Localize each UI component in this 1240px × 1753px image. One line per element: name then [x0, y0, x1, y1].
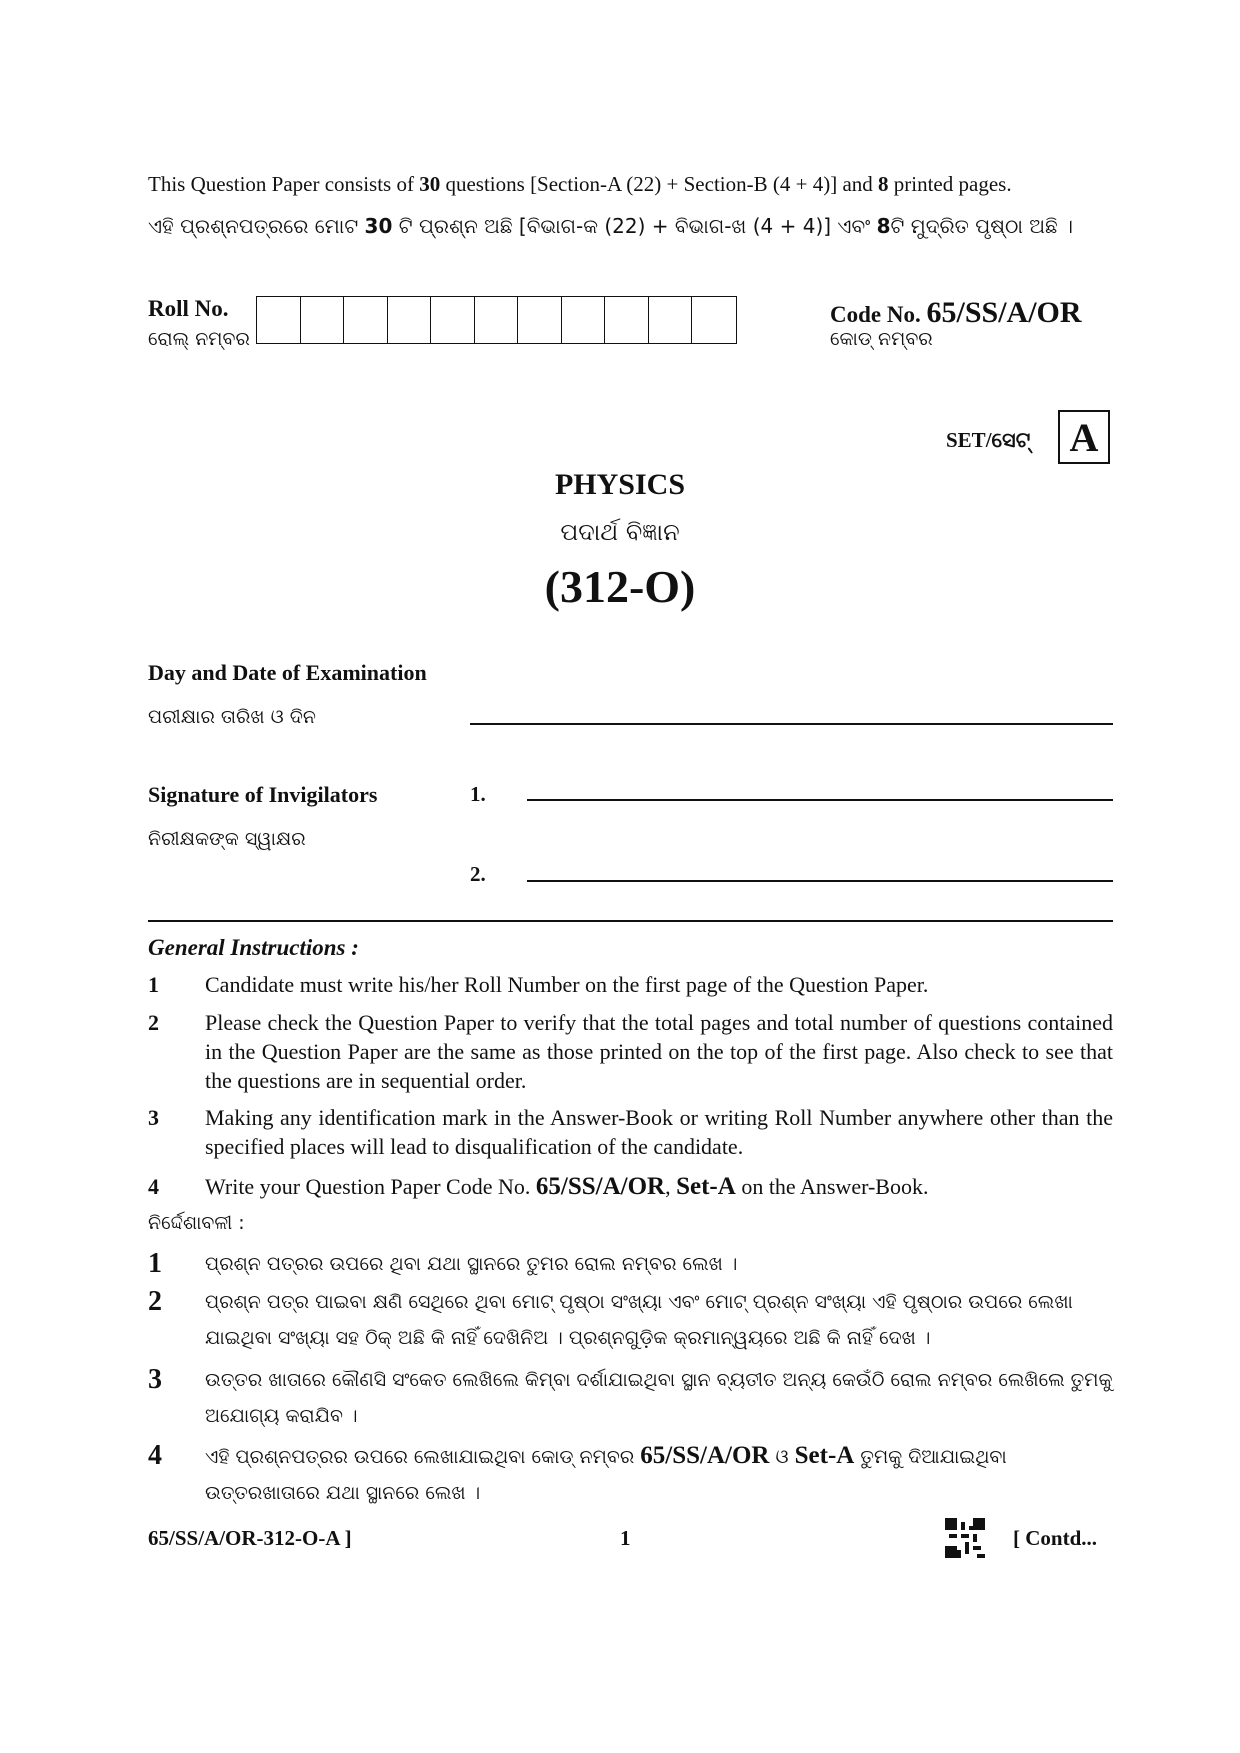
- instruction-item: 2 Please check the Question Paper to verify that the total pages and total number of questions contained in the Question Paper are the same as those printed on the top of the first page. Also check to see that the questions are in sequential order.: [148, 1010, 1113, 1093]
- page-number: 1: [620, 1526, 631, 1550]
- paper-summary-od: ଏହି ପ୍ରଶ୍ନପତ୍ରରେ ମୋଟ 30 ଟି ପ୍ରଶ୍ନ ଅଛି [ବିଭାଗ-କ (22) + ବିଭାଗ-ଖ (4 + 4)] ଏବଂ 8ଟି ମୁଦ୍ରିତ ପୃଷ୍ଠା ଅଛି ।: [148, 214, 1074, 238]
- invigilator-label-od: ନିରୀକ୍ଷକଙ୍କ ସ୍ୱାକ୍ଷର: [148, 828, 306, 850]
- instruction-item-od: 4 ଏହି ପ୍ରଶ୍ନପତ୍ରର ଉପରେ ଲେଖାଯାଇଥିବା କୋଡ୍ ନମ୍ବର 65/SS/A/OR ଓ Set-A ତୁମକୁ ଦିଆଯାଇଥିବା ଉତ୍ତରଖାତାରେ ଯଥା ସ୍ଥାନରେ ଲେଖ ।: [148, 1440, 1007, 1504]
- exam-date-label: Day and Date of Examination: [148, 660, 427, 685]
- instruction-item: 4 Write your Question Paper Code No. 65/SS/A/OR, Set-A on the Answer-Book.: [148, 1173, 929, 1200]
- roll-number-box[interactable]: [344, 297, 388, 343]
- code-label-od: କୋଡ୍ ନମ୍ବର: [830, 328, 933, 350]
- roll-number-box[interactable]: [692, 297, 736, 343]
- footer-paper-code: 65/SS/A/OR-312-O-A ]: [148, 1526, 352, 1550]
- roll-number-box[interactable]: [518, 297, 562, 343]
- section-divider: [148, 920, 1113, 922]
- paper-summary-en: This Question Paper consists of 30 questions [Section-A (22) + Section-B (4 + 4)] and 8 printed pages.: [148, 172, 1012, 196]
- instructions-heading-od: ନିର୍ଦ୍ଦେଶାବଳୀ :: [148, 1212, 245, 1234]
- instruction-item: 1 Candidate must write his/her Roll Number on the first page of the Question Paper.: [148, 972, 929, 997]
- invigilator-label: Signature of Invigilators: [148, 782, 378, 807]
- subject-title-od: ପଦାର୍ଥ ବିଜ୍ଞାନ: [560, 518, 680, 546]
- instruction-item-od: 2 ପ୍ରଶ୍ନ ପତ୍ର ପାଇବା କ୍ଷଣି ସେଥିରେ ଥିବା ମୋଟ୍ ପୃଷ୍ଠା ସଂଖ୍ୟା ଏବଂ ମୋଟ୍ ପ୍ରଶ୍ନ ସଂଖ୍ୟା ଏହି ପୃଷ୍ଠାର ଉପରେ ଲେଖା ଯାଇଥିବା ସଂଖ୍ୟା ସହ ଠିକ୍ ଅଛି କି ନାହିଁ ଦେଖିନିଅ । ପ୍ରଶ୍ନଗୁଡ଼ିକ କ୍ରମାନ୍ୱୟରେ ଅଛି କି ନାହିଁ ଦେଖ ।: [148, 1286, 1073, 1349]
- roll-number-box[interactable]: [388, 297, 432, 343]
- roll-number-box[interactable]: [562, 297, 606, 343]
- qr-code-icon: [945, 1518, 985, 1558]
- set-label: SET/ସେଟ୍: [946, 428, 1031, 452]
- footer-continued: [ Contd...: [1013, 1526, 1098, 1550]
- set-value-box: A: [1058, 410, 1110, 464]
- roll-number-box[interactable]: [257, 297, 301, 343]
- invigilator-number-1: 1.: [470, 782, 486, 806]
- roll-number-box[interactable]: [475, 297, 519, 343]
- code-label: Code No. 65/SS/A/OR: [830, 296, 1082, 329]
- roll-label: Roll No.: [148, 296, 229, 321]
- roll-label-od: ରୋଲ୍ ନମ୍ବର: [148, 328, 250, 350]
- exam-date-line[interactable]: [470, 723, 1113, 725]
- instruction-item-od: 1 ପ୍ରଶ୍ନ ପତ୍ରର ଉପରେ ଥିବା ଯଥା ସ୍ଥାନରେ ତୁମର ରୋଲ ନମ୍ବର ଲେଖ ।: [148, 1248, 738, 1279]
- invigilator-signature-line-1[interactable]: [527, 799, 1113, 801]
- instruction-item-od: 3 ଉତ୍ତର ଖାତାରେ କୌଣସି ସଂକେତ ଲେଖିଲେ କିମ୍ବା ଦର୍ଶାଯାଇଥିବା ସ୍ଥାନ ବ୍ୟତୀତ ଅନ୍ୟ କେଉଁଠି ରୋଲ ନମ୍ବର ଲେଖିଲେ ତୁମକୁ ଅଯୋଗ୍ୟ କରାଯିବ ।: [148, 1364, 1113, 1427]
- roll-number-box[interactable]: [301, 297, 345, 343]
- subject-title: PHYSICS: [554, 468, 686, 501]
- invigilator-signature-line-2[interactable]: [527, 880, 1113, 882]
- roll-number-box[interactable]: [431, 297, 475, 343]
- roll-number-box[interactable]: [605, 297, 649, 343]
- invigilator-number-2: 2.: [470, 862, 486, 886]
- code-value: 65/SS/A/OR: [926, 296, 1082, 329]
- instruction-item: 3 Making any identification mark in the Answer-Book or writing Roll Number anywhere other than the specified places will lead to disqualification of the candidate.: [148, 1105, 1113, 1159]
- roll-number-boxes[interactable]: [256, 296, 737, 344]
- roll-number-box[interactable]: [649, 297, 693, 343]
- instructions-heading: General Instructions :: [148, 935, 359, 960]
- exam-date-label-od: ପରୀକ୍ଷାର ତାରିଖ ଓ ଦିନ: [148, 706, 316, 728]
- subject-code: (312-O): [544, 561, 696, 612]
